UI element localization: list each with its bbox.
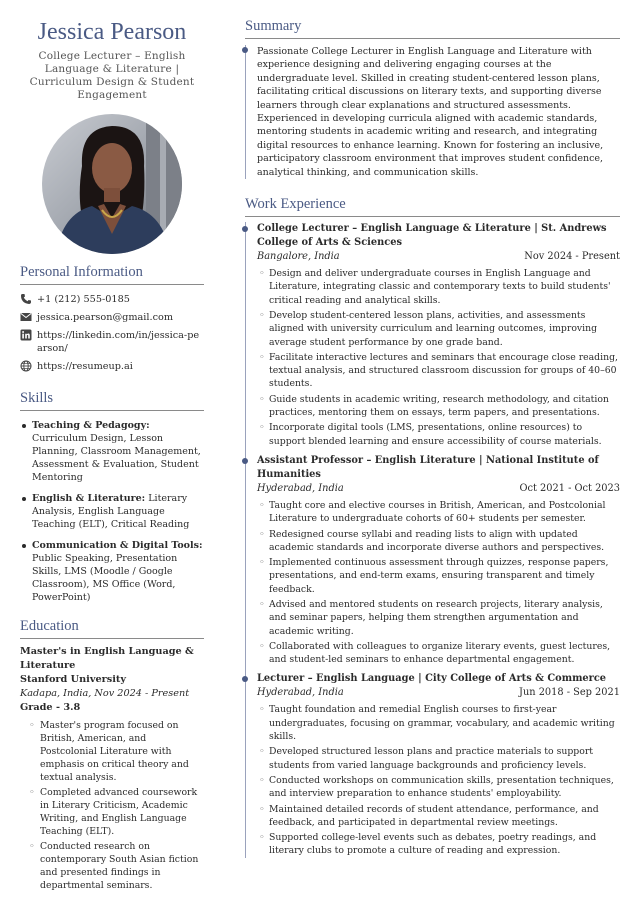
education-meta: Kadapa, India, Nov 2024 - Present bbox=[20, 688, 190, 699]
school: Stanford University bbox=[20, 674, 126, 685]
right-column bbox=[245, 18, 620, 860]
job-bullet: ◦ Supported college-level events such as debates, poetry readings, and literary clubs to promote a culture of reading and expression. bbox=[269, 831, 620, 858]
degree: Master's in English Language & Literature bbox=[20, 646, 194, 671]
skill-item bbox=[32, 539, 204, 604]
job-bullet: ◦ Incorporate digital tools (LMS, presentations, online resources) to support blended learning and ensure accessibility of course materials. bbox=[269, 421, 620, 448]
job-dates: Oct 2021 - Oct 2023 bbox=[519, 482, 620, 494]
education-title: Education bbox=[20, 618, 204, 639]
job-bullet: ◦ Guide students in academic writing, research methodology, and citation practices, mentoring them on essays, term papers, and presentations. bbox=[269, 393, 620, 420]
personal-info-section bbox=[20, 264, 204, 373]
job-bullet: ◦ Collaborated with colleagues to organize literary events, guest lectures, and student-led seminars to enhance departmental engagement. bbox=[269, 640, 620, 667]
grade: Grade - 3.8 bbox=[20, 702, 81, 713]
job-bullet: ◦ Taught core and elective courses in British, American, and Postcolonial Literature to undergraduate cohorts of 60+ students per semester. bbox=[269, 499, 620, 526]
job-title: Assistant Professor – English Literature | National Institute of Humanities bbox=[257, 454, 599, 480]
candidate-subtitle: College Lecturer – English Language & Literature | Curriculum Design & Student Engagement bbox=[29, 50, 195, 101]
phone-text[interactable]: +1 (212) 555-0185 bbox=[37, 294, 130, 305]
timeline-dot bbox=[242, 47, 248, 53]
job-bullet: ◦ Conducted workshops on communication skills, presentation techniques, and interview preparation to enhance students' employability. bbox=[269, 774, 620, 801]
skill-text: Public Speaking, Presentation Skills, LMS (Moodle / Google Classroom), MS Office (Word, PowerPoint) bbox=[32, 553, 178, 603]
email-row bbox=[20, 311, 204, 324]
timeline-dot bbox=[242, 458, 248, 464]
skill-label: Communication & Digital Tools: bbox=[32, 540, 203, 551]
job-bullet: ◦ Implemented continuous assessment through quizzes, response papers, presentations, and end-term exams, ensuring transparent and timely feedback. bbox=[269, 556, 620, 596]
job-dates: Jun 2018 - Sep 2021 bbox=[519, 687, 620, 699]
linkedin-row bbox=[20, 329, 204, 355]
skill-label: English & Literature: bbox=[32, 493, 146, 504]
education-section bbox=[20, 618, 204, 892]
skill-text: Curriculum Design, Lesson Planning, Classroom Management, Assessment & Evaluation, Student Mentoring bbox=[32, 433, 201, 483]
job-entry bbox=[257, 454, 620, 667]
timeline-dot bbox=[242, 676, 248, 682]
email-link[interactable]: jessica.pearson@gmail.com bbox=[37, 312, 174, 323]
globe-icon bbox=[20, 360, 32, 372]
skill-item bbox=[32, 419, 204, 484]
job-bullet: ◦ Facilitate interactive lectures and seminars that encourage close reading, textual analysis, and structured classroom discussion for groups of 40–60 students. bbox=[269, 351, 620, 391]
job-meta bbox=[257, 482, 620, 496]
education-bullet: ◦ Conducted research on contemporary South Asian fiction and presented findings in departmental seminars. bbox=[40, 840, 204, 892]
linkedin-link[interactable]: https://linkedin.com/in/jessica-pearson/ bbox=[37, 330, 200, 354]
job-meta bbox=[257, 250, 620, 264]
experience-title: Work Experience bbox=[245, 196, 620, 217]
summary-section bbox=[245, 18, 620, 179]
skills-section bbox=[20, 390, 204, 604]
education-bullet: ◦ Master's program focused on British, American, and Postcolonial Literature with emphasis on critical theory and textual analysis. bbox=[40, 719, 204, 784]
job-bullet: ◦ Develop student-centered lesson plans, activities, and assessments aligned with university curriculum and learning outcomes, improving average student performance by one grade band. bbox=[269, 309, 620, 349]
phone-icon bbox=[20, 293, 32, 305]
profile-photo bbox=[42, 114, 182, 254]
website-row bbox=[20, 360, 204, 373]
candidate-name: Jessica Pearson bbox=[37, 19, 187, 45]
linkedin-icon bbox=[20, 329, 32, 341]
website-link[interactable]: https://resumeup.ai bbox=[37, 361, 133, 372]
job-title: Lecturer – English Language | City College of Arts & Commerce bbox=[257, 673, 607, 685]
skill-text: Literary Analysis, English Language Teaching (ELT), Critical Reading bbox=[32, 493, 190, 530]
job-location: Hyderabad, India bbox=[257, 687, 344, 699]
skill-label: Teaching & Pedagogy: bbox=[32, 420, 150, 431]
timeline-dot bbox=[242, 226, 248, 232]
job-entry bbox=[257, 672, 620, 857]
job-meta bbox=[257, 686, 620, 700]
phone-row bbox=[20, 293, 204, 306]
job-location: Hyderabad, India bbox=[257, 482, 344, 494]
personal-info-title: Personal Information bbox=[20, 264, 204, 285]
job-location: Bangalore, India bbox=[257, 251, 340, 263]
job-dates: Nov 2024 - Present bbox=[524, 251, 620, 263]
experience-section bbox=[245, 196, 620, 858]
education-bullet: ◦ Completed advanced coursework in Literary Criticism, Academic Writing, and English Language Teaching (ELT). bbox=[40, 786, 204, 838]
summary-title: Summary bbox=[245, 18, 620, 39]
job-bullet: ◦ Design and deliver undergraduate courses in English Language and Literature, integrating classic and contemporary texts to build students' critical reading and analytical skills. bbox=[269, 267, 620, 307]
job-bullet: ◦ Advised and mentored students on research projects, literary analysis, and seminar papers, helping them strengthen argumentation and academic writing. bbox=[269, 598, 620, 638]
job-bullet: ◦ Developed structured lesson plans and practice materials to support students from varied language backgrounds and proficiency levels. bbox=[269, 745, 620, 772]
skills-title: Skills bbox=[20, 390, 204, 411]
skill-item bbox=[32, 492, 204, 531]
timeline-line bbox=[245, 45, 246, 179]
job-bullet: ◦ Taught foundation and remedial English courses to first-year undergraduates, focusing on grammar, vocabulary, and academic writing skills. bbox=[269, 703, 620, 743]
job-entry bbox=[257, 222, 620, 448]
left-column bbox=[20, 18, 204, 894]
job-title: College Lecturer – English Language & Literature | St. Andrews College of Arts & Sciences bbox=[257, 223, 607, 249]
timeline-line bbox=[245, 222, 246, 858]
job-bullet: ◦ Maintained detailed records of student attendance, performance, and feedback, and participated in departmental review meetings. bbox=[269, 803, 620, 830]
summary-text: Passionate College Lecturer in English Language and Literature with experience designing and delivering engaging courses at the undergraduate level. Skilled in creating student-centered lesson plans, facilitating critical discussions on literary texts, and supporting diverse learners through clear explanations and structured assessments. Experienced in developing curricula aligned with academic standards, mentoring students in academic writing and research, and integrating digital resources to enhance learning. Known for fostering an inclusive, participatory classroom environment that improves student confidence, analytical thinking, and communication skills. bbox=[257, 46, 604, 178]
job-bullet: ◦ Redesigned course syllabi and reading lists to align with updated academic standards and incorporate diverse authors and perspectives. bbox=[269, 528, 620, 555]
mail-icon bbox=[20, 311, 32, 323]
